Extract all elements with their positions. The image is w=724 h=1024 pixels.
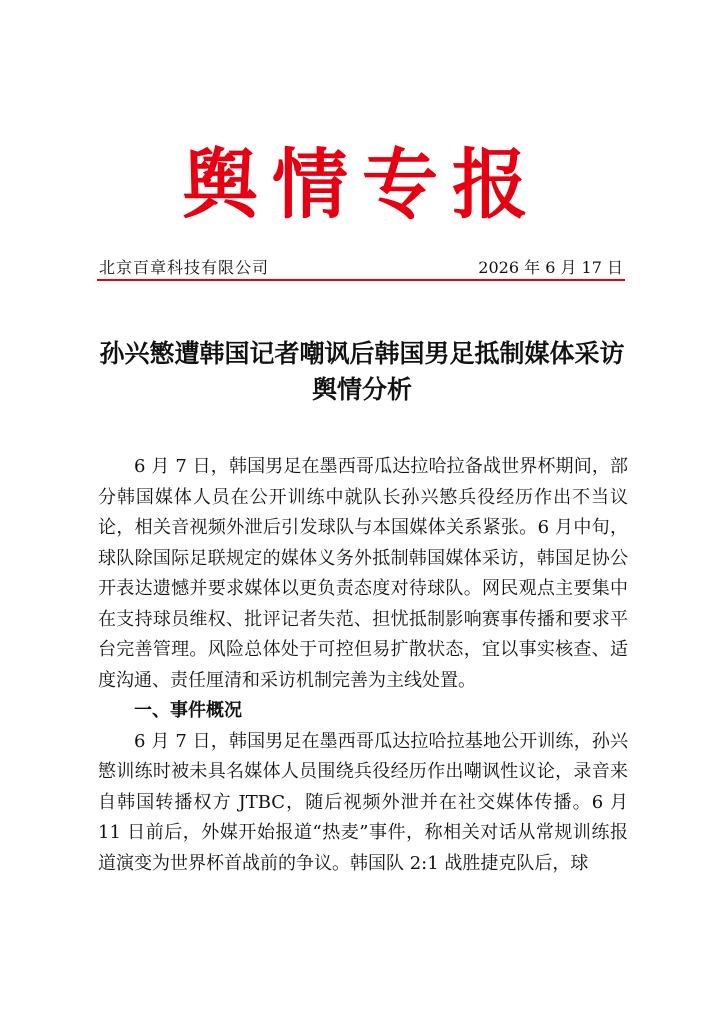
issue-date: 2026 年 6 月 17 日 bbox=[478, 258, 623, 277]
masthead-title: 舆情专报 bbox=[182, 140, 542, 229]
event-overview-paragraph: 6 月 7 日，韩国男足在墨西哥瓜达拉哈拉基地公开训练，孙兴慜训练时被未具名媒体人员围绕兵役经历作出嘲讽性议论，录音来自韩国转播权方 JTBC，随后视频外泄并在社交媒体传播。6 月 11 日前后，外媒开始报道“热麦”事件，称相关对话从常规训练报道演变为世界杯首战前的争议。韩国队 2:1 战胜捷克队后，球 bbox=[98, 730, 628, 874]
header-divider bbox=[97, 279, 625, 281]
report-title-line-1: 孙兴慜遭韩国记者嘲讽后韩国男足抵制媒体采访 bbox=[99, 339, 625, 368]
issuing-organization: 北京百章科技有限公司 bbox=[99, 258, 270, 277]
report-title bbox=[90, 336, 634, 408]
section-heading-event-overview: 一、事件概况 bbox=[134, 700, 242, 721]
report-body bbox=[98, 452, 628, 879]
report-title-line-2: 舆情分析 bbox=[311, 375, 412, 404]
document-header bbox=[97, 257, 625, 279]
summary-paragraph: 6 月 7 日，韩国男足在墨西哥瓜达拉哈拉备战世界杯期间，部分韩国媒体人员在公开训练中就队长孙兴慜兵役经历作出不当议论，相关音视频外泄后引发球队与本国媒体关系紧张。6 月中旬，球队除国际足联规定的媒体义务外抵制韩国媒体采访，韩国足协公开表达遗憾并要求媒体以更负责态度对待球队。网民观点主要集中在支持球员维权、批评记者失范、担忧抵制影响赛事传播和要求平台完善管理。风险总体处于可控但易扩散状态，宜以事实核查、适度沟通、责任厘清和采访机制完善为主线处置。 bbox=[98, 456, 628, 691]
